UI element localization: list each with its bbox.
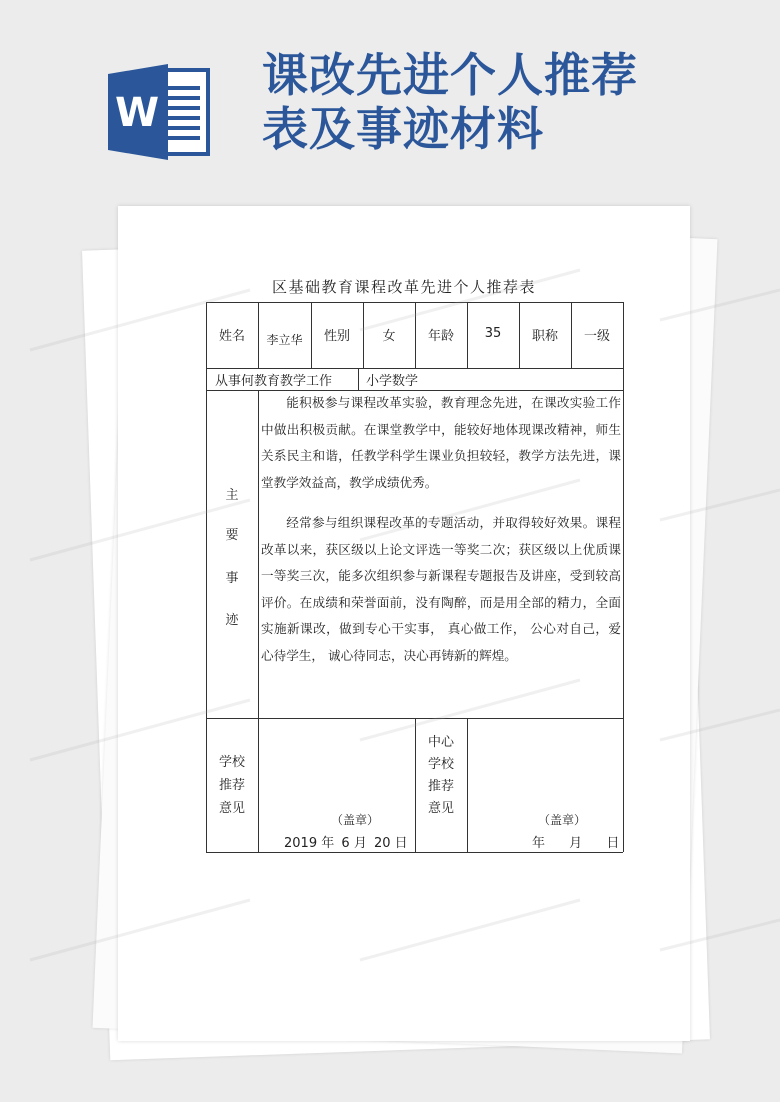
label-subject-work: 从事何教育教学工作: [215, 374, 333, 389]
word-logo-icon: [108, 62, 212, 162]
value-gender: 女: [382, 329, 396, 344]
deeds-paragraph-1: 能积极参与课程改革实验，教育理念先进，在课改实验工作中做出积极贡献。在课堂教学中，能较好地体现课改精神，师生关系民主和谐，任教学科学生课业负担较轻，教学方法先进，课堂教学效益高，教学成绩优秀。: [261, 395, 621, 490]
label-school-opinion-3: 意见: [218, 801, 245, 816]
table-line: [206, 368, 623, 369]
label-deeds-3: 事: [225, 571, 239, 586]
svg-text:W: W: [114, 90, 160, 136]
table-line: [467, 718, 468, 852]
label-name: 姓名: [218, 329, 245, 344]
label-age: 年龄: [427, 329, 454, 344]
school-seal-month: 6: [341, 836, 350, 851]
label-school-opinion-1: 学校: [218, 755, 245, 770]
center-seal-date: [532, 832, 619, 851]
value-subject-work: 小学数学: [366, 374, 419, 389]
center-seal-month-unit: 月: [569, 836, 583, 851]
school-seal-year: 2019: [284, 836, 318, 851]
label-center-opinion-3: 推荐: [427, 779, 454, 794]
table-line: [358, 368, 359, 390]
banner-title: [262, 48, 772, 156]
center-seal-label: （盖章）: [538, 813, 587, 827]
value-job-title: 一级: [583, 329, 610, 344]
value-name: 李立华: [266, 333, 303, 347]
table-border-right: [623, 302, 624, 852]
center-seal-day-unit: 日: [606, 836, 620, 851]
center-seal-year-unit: 年: [532, 836, 546, 851]
table-line: [258, 390, 259, 852]
deeds-paragraph-2: 经常参与组织课程改革的专题活动，并取得较好效果。课程改革以来，获区级以上论文评选一等奖二次；获区级以上优质课一等奖三次，能多次组织参与新课程专题报告及讲座，受到较高评价。在成绩和荣誉面前，没有陶醉，而是用全部的精力，全面实施新课改，做到专心干实事， 真心做工作， 公心对自己，爱心待学生， 诚心待同志，决心再铸新的辉煌。: [261, 515, 621, 663]
label-gender: 性别: [323, 329, 350, 344]
school-seal-day: 20: [373, 836, 391, 851]
document-page: [118, 206, 690, 1041]
table-border-bottom: [206, 852, 623, 853]
label-job-title: 职称: [531, 329, 558, 344]
label-deeds-1: 主: [225, 488, 239, 503]
school-seal-label: （盖章）: [331, 813, 380, 827]
label-school-opinion-2: 推荐: [218, 778, 245, 793]
school-seal-day-unit: 日: [394, 836, 408, 851]
label-deeds-4: 迹: [225, 613, 239, 628]
value-age: 35: [484, 326, 502, 341]
label-center-opinion-4: 意见: [427, 801, 454, 816]
school-seal-date: [284, 832, 408, 851]
label-deeds-2: 要: [225, 528, 239, 543]
form-title: 区基础教育课程改革先进个人推荐表: [271, 278, 536, 296]
school-seal-year-unit: 年: [321, 836, 335, 851]
school-seal-month-unit: 月: [353, 836, 367, 851]
banner-title-line1: 课改先进个人推荐: [262, 48, 638, 102]
label-center-opinion-2: 学校: [427, 757, 454, 772]
label-center-opinion-1: 中心: [427, 735, 454, 750]
banner-title-line2: 表及事迹材料: [262, 102, 544, 156]
